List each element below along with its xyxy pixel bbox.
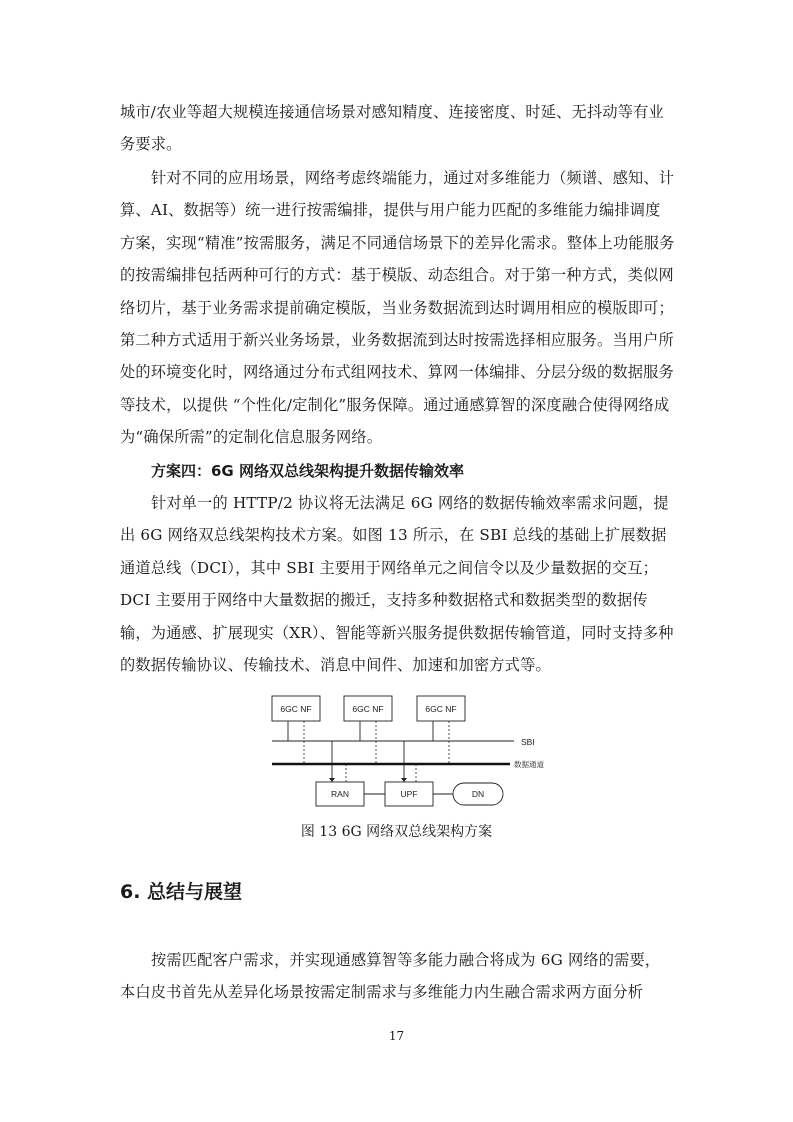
nf-box-3-label: 6GC NF [425, 704, 457, 714]
ran-arrow-icon [329, 778, 335, 782]
dn-node [453, 783, 503, 805]
nf-box-3 [417, 696, 465, 721]
nf-box-1 [272, 696, 320, 721]
nf-box-2-label: 6GC NF [352, 704, 384, 714]
ran-label: RAN [331, 789, 349, 799]
upf-label: UPF [400, 789, 418, 799]
upf-box [385, 782, 433, 806]
paragraph-1: 城市/农业等超大规模连接通信场景对感知精度、连接密度、时延、无抖动等有业务要求。 [120, 103, 664, 154]
sbi-label: SBI [521, 737, 535, 747]
figure-caption: 图 13 6G 网络双总线架构方案 [300, 824, 493, 840]
paragraph-4: 按需匹配客户需求，并实现通感算智等多能力融合将成为 6G 网络的需要，本白皮书首先从差异化场景按需定制需求与多维能力内生融合需求两方面分析 [120, 951, 661, 1002]
section-title: 6. 总结与展望 [120, 881, 243, 903]
dn-label: DN [471, 789, 485, 799]
nf-box-1-label: 6GC NF [280, 704, 312, 714]
page-number: 17 [388, 1029, 405, 1043]
upf-arrow-icon [401, 778, 407, 782]
nf-box-2 [344, 696, 392, 721]
data-bus-label: 数据通道 [514, 760, 544, 769]
ran-box [316, 782, 364, 806]
subsection-heading: 方案四：6G 网络双总线架构提升数据传输效率 [151, 462, 464, 480]
paragraph-3: 针对单一的 HTTP/2 协议将无法满足 6G 网络的数据传输效率需求问题，提出 6G 网络双总线架构技术方案。如图 13 所示，在 SBI 总线的基础上扩展数据通道总线（DCI），其中 SBI 主要用于网络单元之间信令以及少量数据的交互；DCI 主要用于网络中大量数据的搬迁，支持多种数据格式和数据类型的数据传输，为通感、扩展现实（XR）、智能等新兴服务提供数据传输管道，同时支持多种的数据传输协议、传输技术、消息中间件、加速和加密方式等。 [120, 494, 674, 675]
dual-bus-architecture-diagram [264, 690, 564, 810]
paragraph-2: 针对不同的应用场景，网络考虑终端能力，通过对多维能力（频谱、感知、计算、AI、数据等）统一进行按需编排，提供与用户能力匹配的多维能力编排调度方案，实现“精准”按需服务，满足不同通信场景下的差异化需求。整体上功能服务的按需编排包括两种可行的方式：基于模版、动态组合。对于第一种方式，类似网络切片，基于业务需求提前确定模版，当业务数据流到达时调用相应的模版即可；第二种方式适用于新兴业务场景，业务数据流到达时按需选择相应服务。当用户所处的环境变化时，网络通过分布式组网技术、算网一体编排、分层分级的数据服务等技术，以提供 “个性化/定制化”服务保障。通过通感算智的深度融合使得网络成为“确保所需”的定制化信息服务网络。 [120, 169, 675, 447]
